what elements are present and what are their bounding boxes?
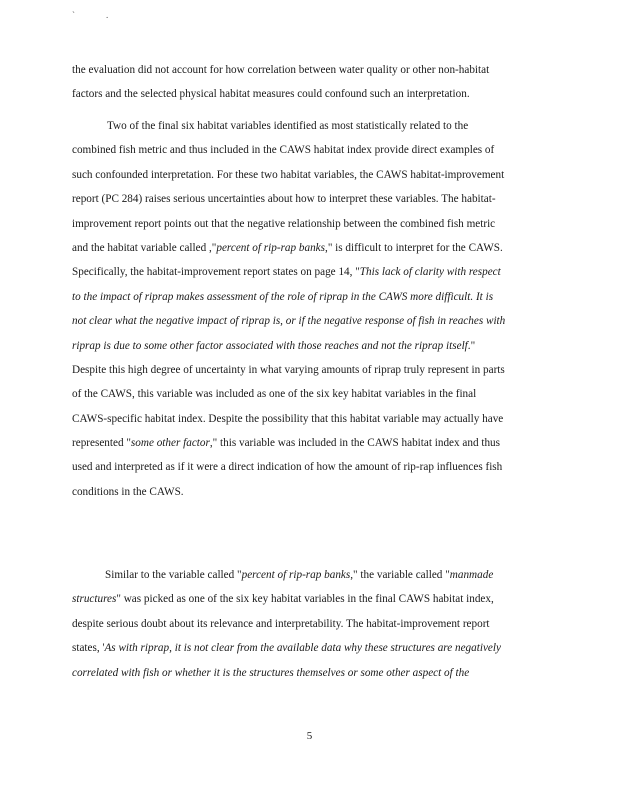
text-line: of the CAWS, this variable was included as one of the six key habitat variables in the final (72, 388, 477, 401)
italic-term: percent of rip-rap banks (241, 569, 351, 581)
scan-mark-left: ` (72, 10, 75, 20)
text-line: structures" was picked as one of the six key habitat variables in the final CAWS habitat index, (72, 593, 494, 606)
quote-text: to the impact of riprap makes assessment of the role of riprap in the CAWS more difficult. It is (72, 290, 494, 303)
text-line: the evaluation did not account for how correlation between water quality or other non-habitat (72, 64, 490, 76)
text-line (72, 285, 542, 309)
italic-term: some other factor (130, 437, 210, 450)
text-line: despite serious doubt about its relevance and interpretability. The habitat-improvement report (72, 617, 490, 630)
text-line: factors and the selected physical habitat measures could confound such an interpretation. (72, 88, 470, 101)
text-line: conditions in the CAWS. (72, 485, 184, 498)
text-line (72, 661, 542, 685)
italic-term: manmade (449, 569, 494, 581)
quote-text: This lack of clarity with respect (359, 266, 501, 279)
text-line: report (PC 284) raises serious uncertainties about how to interpret these variables. The habitat- (72, 193, 496, 206)
paragraph-2 (72, 114, 542, 504)
paragraph-1 (72, 58, 542, 107)
text-line: represented "some other factor," this variable was included in the CAWS habitat index and thus (72, 437, 500, 450)
text-line: Specifically, the habitat-improvement report states on page 14, "This lack of clarity with respect (72, 266, 501, 279)
quote-text: As with riprap, it is not clear from the available data why these structures are negatively (104, 642, 501, 655)
quote-text: not clear what the negative impact of riprap is, or if the negative response of fish in reaches with (72, 315, 506, 328)
paragraph-3 (72, 563, 542, 685)
text-line: CAWS-specific habitat index. Despite the possibility that this habitat variable may actually have (72, 412, 504, 425)
scan-mark-right: . (106, 10, 109, 20)
text-line: Similar to the variable called "percent of rip-rap banks," the variable called "manmade (105, 569, 494, 581)
quote-text: riprap is due to some other factor associated with those reaches and not the riprap itself (72, 339, 468, 352)
text-line: Two of the final six habitat variables identified as most statistically related to the (107, 120, 469, 132)
text-line: used and interpreted as if it were a direct indication of how the amount of rip-rap influences fish (72, 461, 503, 474)
quote-text: correlated with fish or whether it is the structures themselves or some other aspect of the (72, 666, 470, 679)
text-line: states, 'As with riprap, it is not clear from the available data why these structures are negatively (72, 642, 501, 655)
text-line: combined fish metric and thus included in the CAWS habitat index provide direct examples of (72, 144, 495, 157)
text-line: Despite this high degree of uncertainty in what varying amounts of riprap truly represent in parts (72, 363, 505, 376)
text-line: and the habitat variable called ,"percent of rip-rap banks," is difficult to interpret for the CAWS. (72, 241, 503, 254)
italic-term: percent of rip-rap banks (216, 241, 326, 254)
text-line: riprap is due to some other factor associated with those reaches and not the riprap itself." (72, 339, 476, 352)
page-number: 5 (306, 730, 313, 742)
italic-term: structures (72, 593, 117, 606)
text-line: improvement report points out that the negative relationship between the combined fish metric (72, 217, 496, 230)
text-line (72, 309, 542, 333)
text-line: such confounded interpretation. For these two habitat variables, the CAWS habitat-improvement (72, 168, 505, 181)
